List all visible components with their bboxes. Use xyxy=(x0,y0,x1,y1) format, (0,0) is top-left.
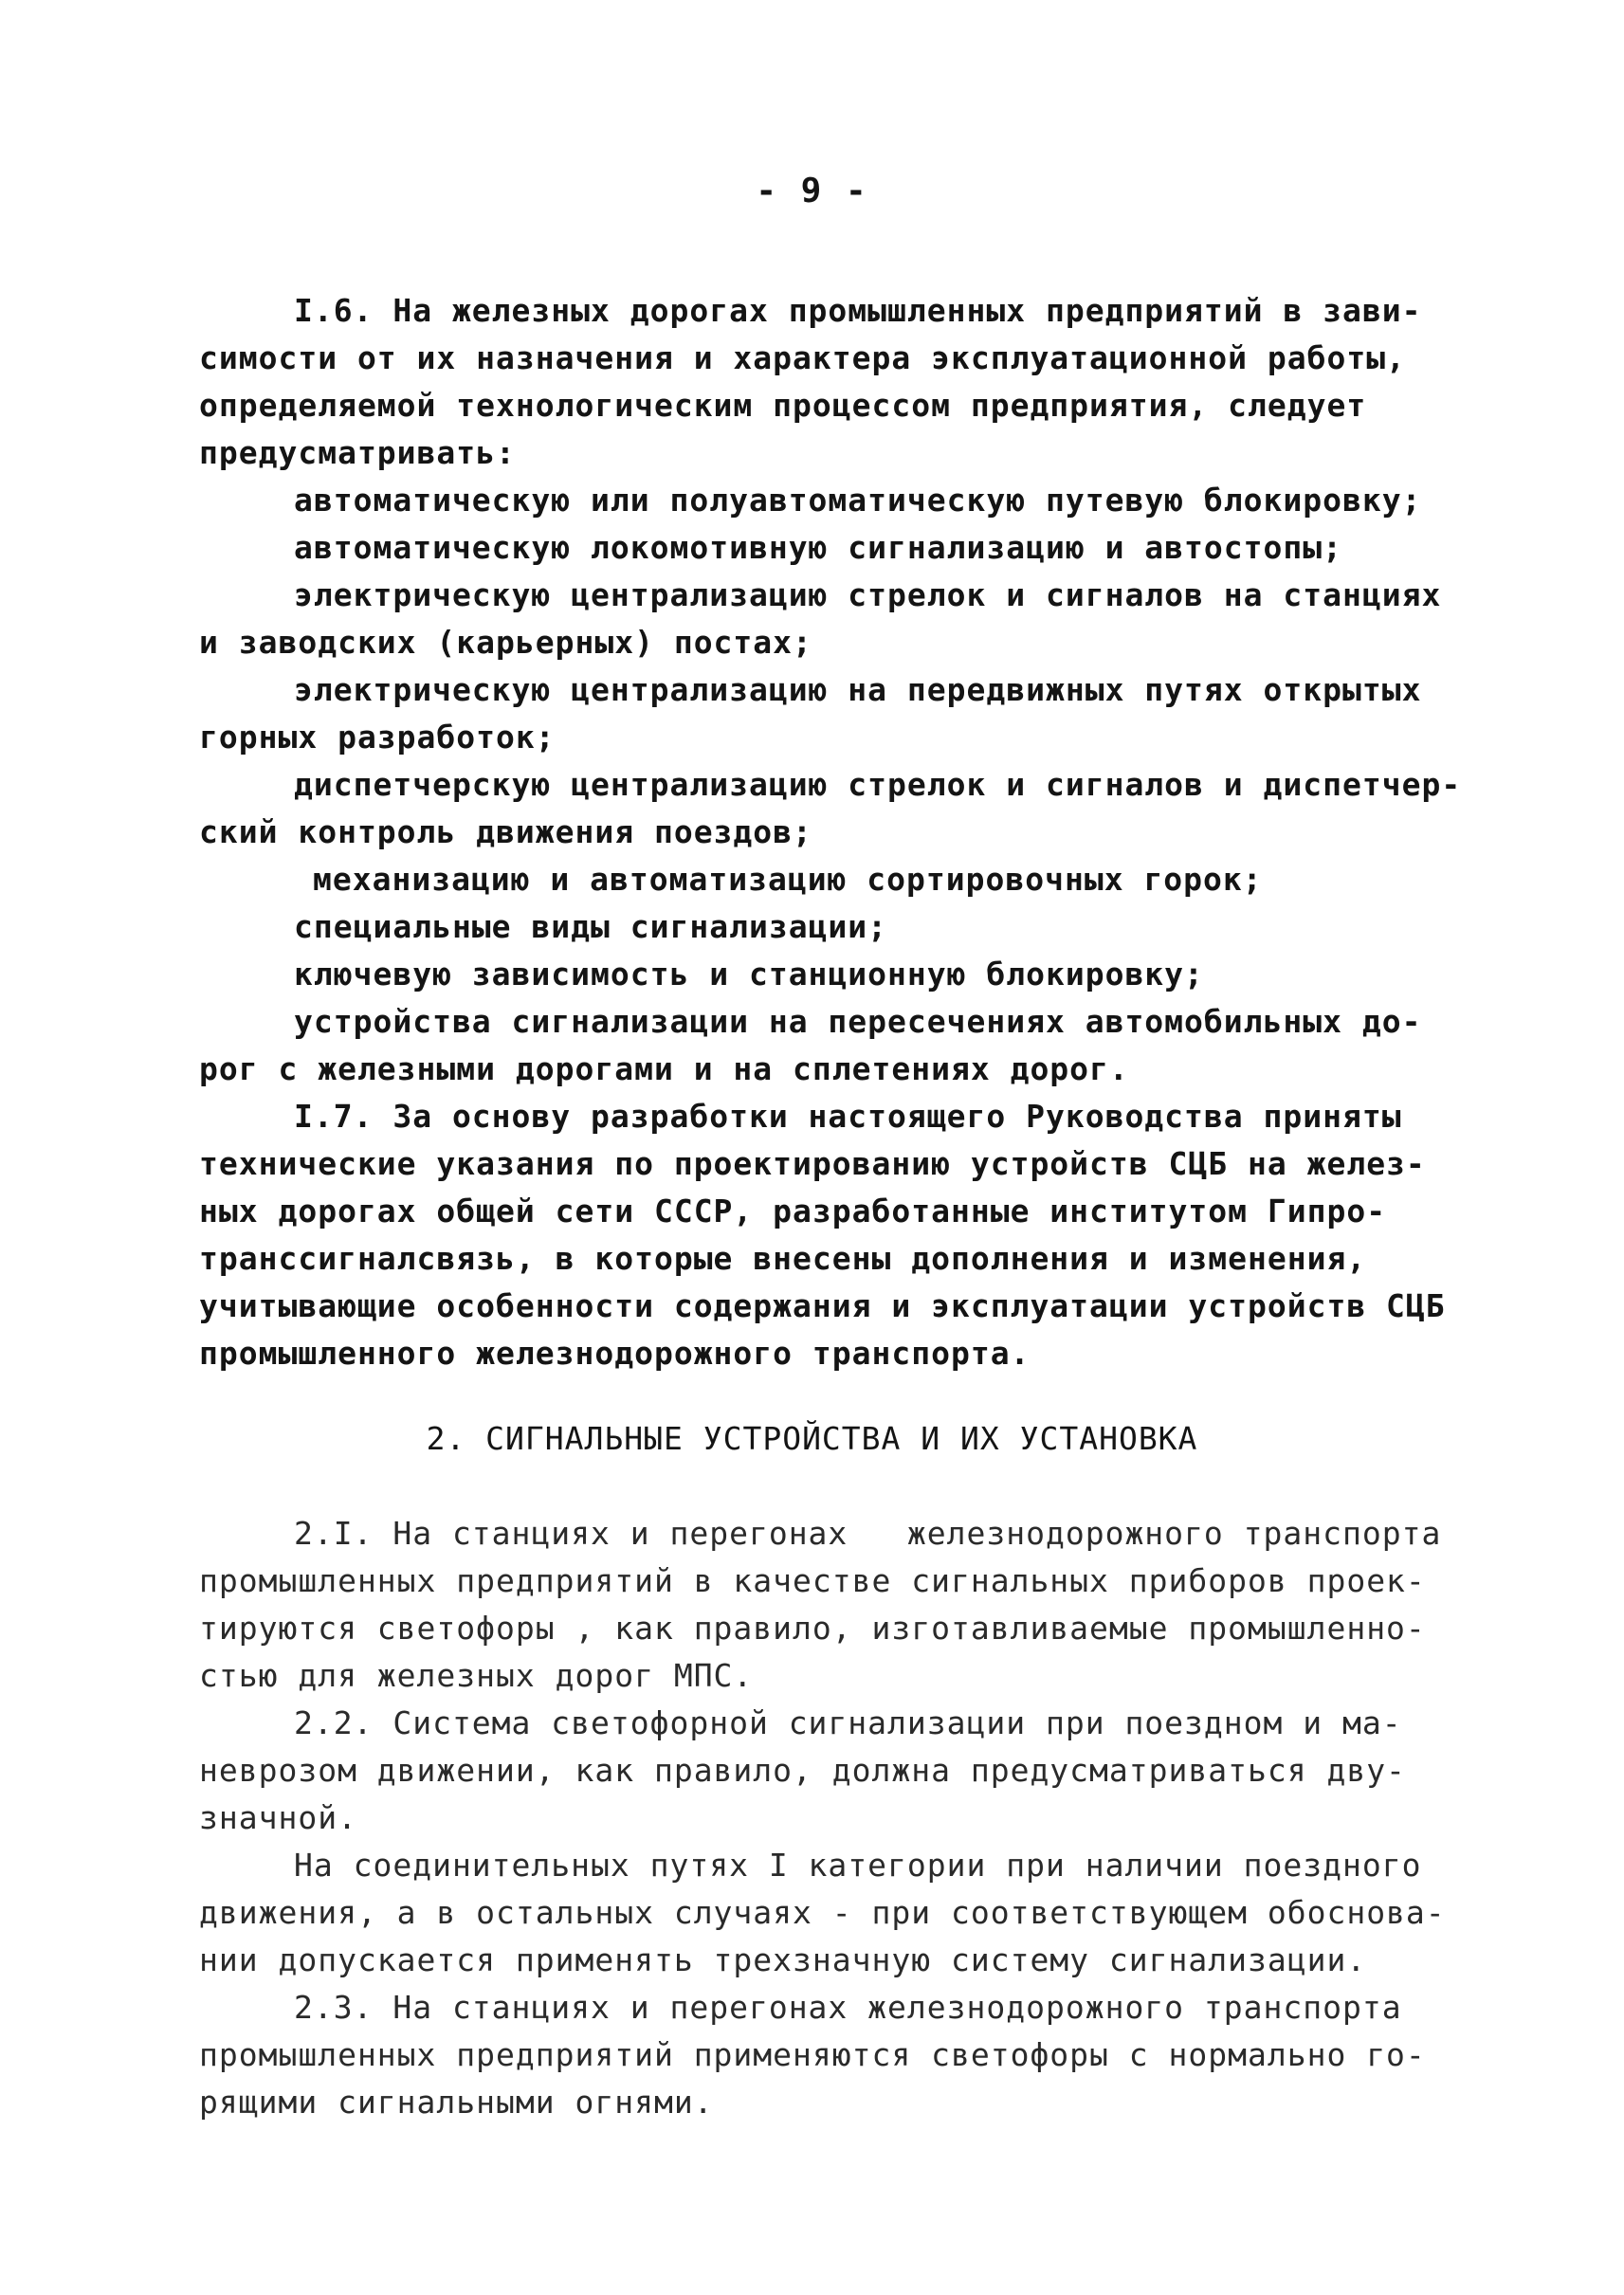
text-line: симости от их назначения и характера эксплуатационной работы, xyxy=(199,339,1406,376)
text-line: движения, а в остальных случаях - при соответствующем обоснова- xyxy=(199,1894,1446,1931)
text-line: ных дорогах общей сети СССР, разработанные институтом Гипро- xyxy=(199,1193,1387,1229)
list-item: автоматическую или полуавтоматическую путевую блокировку; xyxy=(294,482,1422,519)
text-line: значной. xyxy=(199,1799,357,1836)
text-line: определяемой технологическим процессом предприятия, следует xyxy=(199,387,1367,424)
list-item: электрическую централизацию на передвижных путях открытых xyxy=(294,671,1422,708)
list-item: устройства сигнализации на пересечениях автомобильных до- xyxy=(294,1003,1422,1040)
text-line: нии допускается применять трехзначную систему сигнализации. xyxy=(199,1941,1367,1978)
text-line: учитывающие особенности содержания и эксплуатации устройств СЦБ xyxy=(199,1287,1446,1324)
text-line: промышленного железнодорожного транспорта. xyxy=(199,1335,1031,1372)
list-item: диспетчерскую централизацию стрелок и сигналов и диспетчер- xyxy=(294,766,1462,803)
page-number: - 9 - xyxy=(756,172,868,210)
text-line: рящими сигнальными огнями. xyxy=(199,2084,714,2121)
section-heading: 2. СИГНАЛЬНЫЕ УСТРОЙСТВА И ИХ УСТАНОВКА xyxy=(426,1420,1198,1457)
text-line: неврозом движении, как правило, должна предусматриваться дву- xyxy=(199,1752,1406,1789)
list-item: автоматическую локомотивную сигнализацию и автостопы; xyxy=(294,529,1342,566)
list-item-continuation: и заводских (карьерных) постах; xyxy=(199,624,812,661)
text-line: 2.3. На станциях и перегонах железнодорожного транспорта xyxy=(294,1989,1402,2026)
text-line: стью для железных дорог МПС. xyxy=(199,1657,754,1694)
text-line: I.6. На железных дорогах промышленных предприятий в зави- xyxy=(294,292,1422,329)
list-item: специальные виды сигнализации; xyxy=(294,908,888,945)
list-item: электрическую централизацию стрелок и сигналов на станциях xyxy=(294,576,1442,613)
text-line: технические указания по проектированию устройств СЦБ на желез- xyxy=(199,1145,1426,1182)
list-item-continuation: ский контроль движения поездов; xyxy=(199,813,812,850)
text-line: транссигналсвязь, в которые внесены дополнения и изменения, xyxy=(199,1240,1367,1277)
text-line: I.7. За основу разработки настоящего Руководства приняты xyxy=(294,1098,1402,1135)
list-item: ключевую зависимость и станционную блокировку; xyxy=(294,956,1204,993)
list-item-continuation: горных разработок; xyxy=(199,719,556,756)
text-line: предусматривать: xyxy=(199,434,516,471)
text-line: промышленных предприятий в качестве сигнальных приборов проек- xyxy=(199,1562,1426,1599)
text-line: 2.I. На станциях и перегонах железнодорожного транспорта xyxy=(294,1515,1442,1552)
text-line: тируются светофоры , как правило, изготавливаемые промышленно- xyxy=(199,1610,1426,1647)
list-item: механизацию и автоматизацию сортировочных горок; xyxy=(313,861,1263,898)
text-line: промышленных предприятий применяются светофоры с нормально го- xyxy=(199,2036,1426,2073)
text-line: На соединительных путях I категории при наличии поездного xyxy=(294,1847,1422,1884)
text-line: 2.2. Система светофорной сигнализации при поездном и ма- xyxy=(294,1704,1402,1741)
list-item-continuation: рог с железными дорогами и на сплетениях дорог. xyxy=(199,1050,1129,1087)
